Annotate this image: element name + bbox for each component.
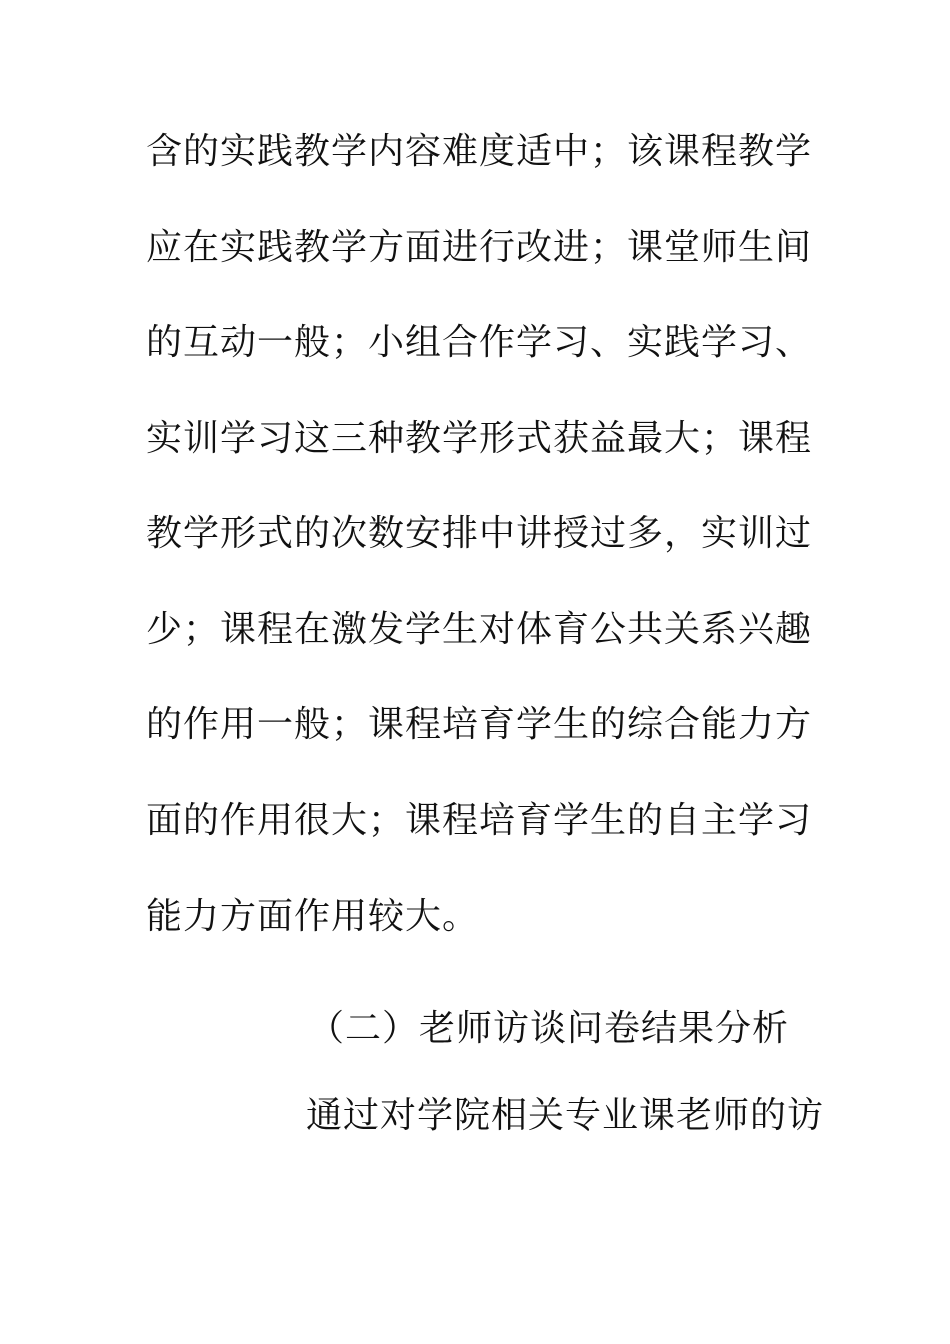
body-text-line-5: 教学形式的次数安排中讲授过多，实训过 xyxy=(146,513,813,554)
body-text-line-4: 实训学习这三种教学形式获益最大；课程 xyxy=(146,418,813,459)
body-text-line-1: 含的实践教学内容难度适中；该课程教学 xyxy=(146,131,813,172)
paragraph-first-line: 通过对学院相关专业课老师的访 xyxy=(306,1095,825,1136)
body-text-line-8: 面的作用很大；课程培育学生的自主学习 xyxy=(146,800,813,841)
body-text-line-7: 的作用一般；课程培育学生的综合能力方 xyxy=(146,704,813,745)
body-text-line-6: 少；课程在激发学生对体育公共关系兴趣 xyxy=(146,609,813,650)
body-text-line-2: 应在实践教学方面进行改进；课堂师生间 xyxy=(146,227,813,268)
body-text-line-9: 能力方面作用较大。 xyxy=(146,896,480,937)
body-text-line-3: 的互动一般；小组合作学习、实践学习、 xyxy=(146,322,813,363)
section-heading: （二）老师访谈问卷结果分析 xyxy=(308,1008,790,1049)
